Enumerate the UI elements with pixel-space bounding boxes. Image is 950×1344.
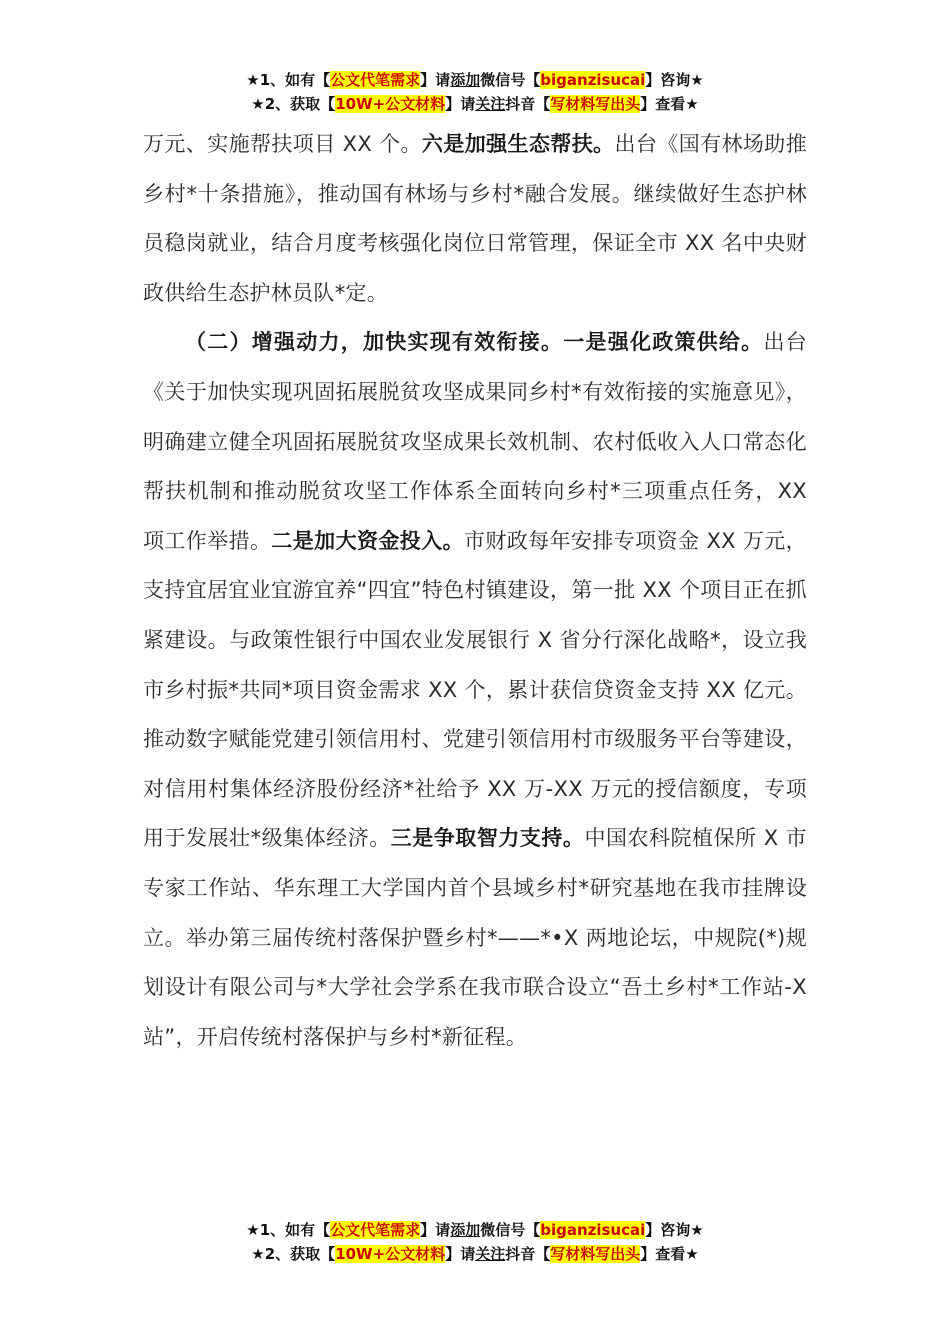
banner-text: 】咨询★ xyxy=(645,1221,704,1239)
highlight-douyin: 写材料写出头 xyxy=(550,1245,641,1263)
underlined-add: 添加 xyxy=(450,71,481,89)
paragraph-2 xyxy=(143,318,807,1062)
banner-text: 】咨询★ xyxy=(645,71,704,89)
highlight-douyin: 写材料写出头 xyxy=(550,95,641,113)
banner-text: 微信号【 xyxy=(480,1221,541,1239)
banner-text: 抖音【 xyxy=(505,95,551,113)
header-banner xyxy=(0,68,950,116)
banner-text: 2、获取【 xyxy=(264,95,336,113)
para-bold: 二是加大资金投入。 xyxy=(271,528,464,553)
star-icon: ★ xyxy=(251,95,265,113)
banner-text: 1、如有【 xyxy=(259,1221,331,1239)
paragraph-1 xyxy=(143,120,807,318)
para-text: 中国农科院植保所 X 市专家工作站、华东理工大学国内首个县域乡村*研究基地在我市挂牌设立。举办第三届传统村落保护暨乡村*——*•X 两地论坛，中规院(*)规划设计有限公司与*大学社会学系在我市联合设立“吾土乡村*工作站-X 站”，开启传统村落保护与乡村*新征程。 xyxy=(143,826,807,1049)
banner-text: 】请 xyxy=(445,1245,476,1263)
highlight-wechat-id: biganzisucai xyxy=(540,71,646,89)
banner-line-2 xyxy=(0,1242,950,1266)
highlight-service: 公文代笔需求 xyxy=(330,71,421,89)
banner-text: 】请 xyxy=(420,1221,451,1239)
para-text: 市财政每年安排专项资金 XX 万元，支持宜居宜业宜游宜养“四宜”特色村镇建设，第一批 XX 个项目正在抓紧建设。与政策性银行中国农业发展银行 X 省分行深化战略*，设立我市乡村振*共同*项目资金需求 XX 个，累计获信贷资金支持 XX 亿元。推动数字赋能党建引领信用村、党建引领信用村市级服务平台等建设，对信用村集体经济股份经济*社给予 XX 万-XX 万元的授信额度，专项用于发展壮*级集体经济。 xyxy=(143,528,807,851)
highlight-materials: 10W+公文材料 xyxy=(335,95,446,113)
underlined-follow: 关注 xyxy=(475,95,506,113)
banner-text: 1、如有【 xyxy=(259,71,331,89)
footer-banner xyxy=(0,1218,950,1266)
section-heading: （二）增强动力，加快实现有效衔接。一是强化政策供给。 xyxy=(185,330,764,355)
banner-text: 】查看★ xyxy=(640,1245,699,1263)
banner-line-1 xyxy=(0,68,950,92)
banner-text: 抖音【 xyxy=(505,1245,551,1263)
highlight-wechat-id: biganzisucai xyxy=(540,1221,646,1239)
banner-text: 】查看★ xyxy=(640,95,699,113)
banner-line-2 xyxy=(0,92,950,116)
para-text: 出台《国有林场助推乡村*十条措施》，推动国有林场与乡村*融合发展。继续做好生态护林员稳岗就业，结合月度考核强化岗位日常管理，保证全市 XX 名中央财政供给生态护林员队*定。 xyxy=(143,132,808,305)
star-icon: ★ xyxy=(246,1221,260,1239)
para-text: 万元、实施帮扶项目 XX 个。 xyxy=(143,132,422,156)
star-icon: ★ xyxy=(246,71,260,89)
para-text: 出台《关于加快实现巩固拓展脱贫攻坚成果同乡村*有效衔接的实施意见》，明确建立健全巩固拓展脱贫攻坚成果长效机制、农村低收入人口常态化帮扶机制和推动脱贫攻坚工作体系全面转向乡村*三项重点任务，XX 项工作举措。 xyxy=(143,330,807,553)
banner-text: 】请 xyxy=(420,71,451,89)
underlined-add: 添加 xyxy=(450,1221,481,1239)
para-bold: 六是加强生态帮扶。 xyxy=(421,132,615,156)
highlight-service: 公文代笔需求 xyxy=(330,1221,421,1239)
banner-text: 微信号【 xyxy=(480,71,541,89)
banner-line-1 xyxy=(0,1218,950,1242)
banner-text: 】请 xyxy=(445,95,476,113)
document-body xyxy=(143,120,807,1062)
banner-text: 2、获取【 xyxy=(264,1245,336,1263)
highlight-materials: 10W+公文材料 xyxy=(335,1245,446,1263)
underlined-follow: 关注 xyxy=(475,1245,506,1263)
star-icon: ★ xyxy=(251,1245,265,1263)
para-bold: 三是争取智力支持。 xyxy=(390,826,585,851)
